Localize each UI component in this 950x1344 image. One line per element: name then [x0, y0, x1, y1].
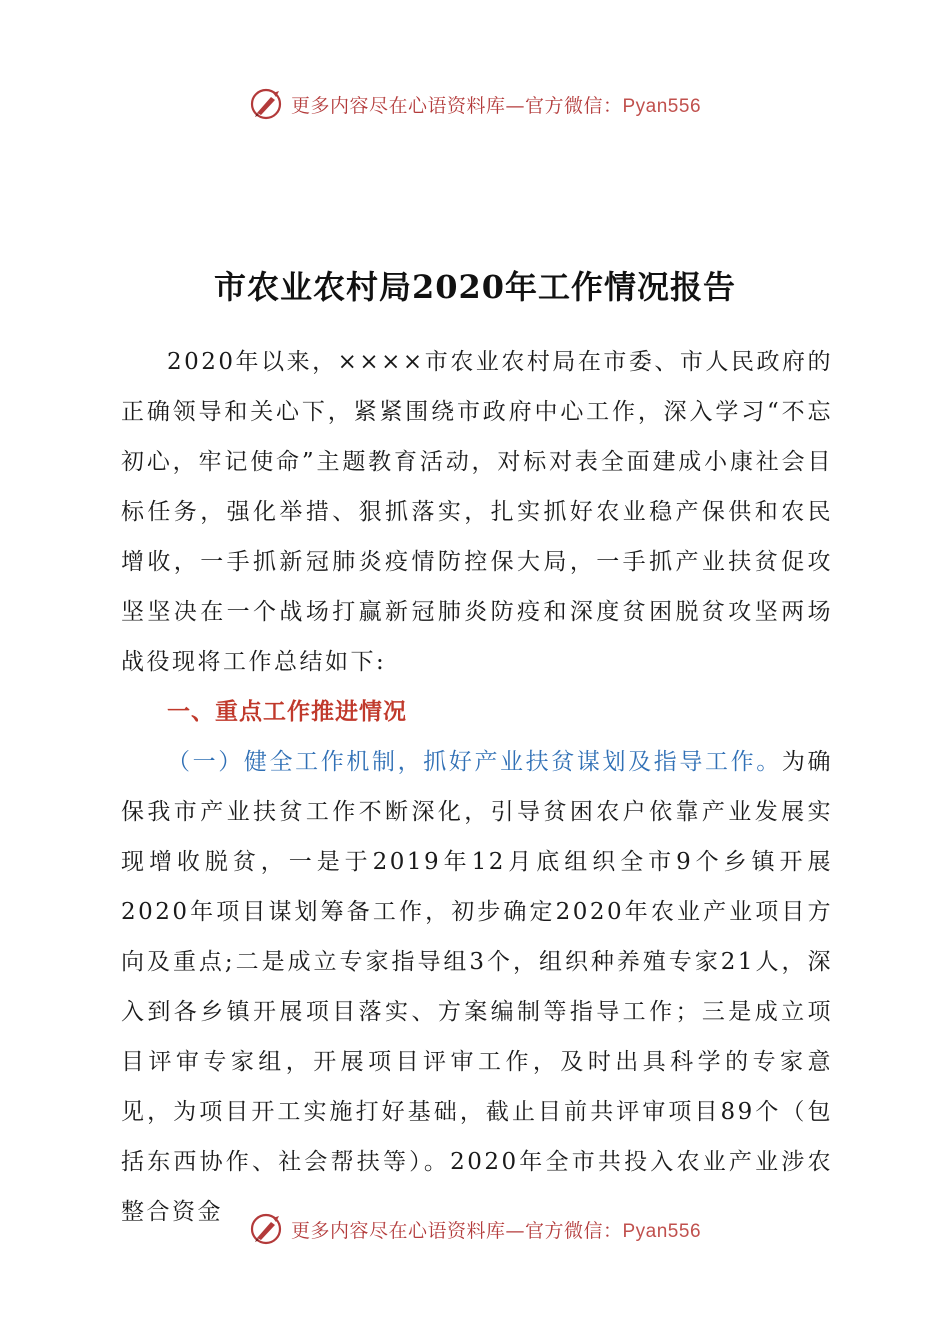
subsection-paragraph — [121, 737, 833, 1237]
document-title: 市农业农村局2020年工作情况报告 — [213, 268, 737, 306]
subsection-body: 为确保我市产业扶贫工作不断深化，引导贫困农户依靠产业发展实现增收脱贫，一是于2019年12月底组织全市9个乡镇开展2020年项目谋划筹备工作，初步确定2020年农业产业项目方向及重点;二是成立专家指导组3个，组织种养殖专家21人，深入到各乡镇开展项目落实、方案编制等指导工作；三是成立项目评审专家组，开展项目评审工作，及时出具科学的专家意见，为项目开工实施打好基础，截止目前共评审项目89个（包括东西协作、社会帮扶等）。2020年全市共投入农业产业涉农整合资金 — [121, 749, 834, 1225]
document-body — [121, 337, 833, 1237]
footer-watermark — [0, 1209, 950, 1249]
section-heading: 一、重点工作推进情况 — [167, 699, 407, 725]
header-watermark — [0, 84, 950, 124]
subsection-heading: （一）健全工作机制，抓好产业扶贫谋划及指导工作。 — [167, 749, 782, 775]
pen-circle-logo-icon — [249, 87, 283, 121]
pen-circle-logo-icon — [249, 1212, 283, 1246]
watermark-text: 更多内容尽在心语资料库—官方微信：Pyan556 — [290, 1219, 702, 1242]
intro-paragraph: 2020年以来，××××市农业农村局在市委、市人民政府的正确领导和关心下，紧紧围绕市政府中心工作，深入学习“不忘初心，牢记使命”主题教育活动，对标对表全面建成小康社会目标任务，强化举措、狠抓落实，扎实抓好农业稳产保供和农民增收，一手抓新冠肺炎疫情防控保大局，一手抓产业扶贫促攻坚坚决在一个战场打赢新冠肺炎防疫和深度贫困脱贫攻坚两场战役现将工作总结如下: — [121, 349, 833, 675]
watermark-text: 更多内容尽在心语资料库—官方微信：Pyan556 — [290, 94, 702, 117]
